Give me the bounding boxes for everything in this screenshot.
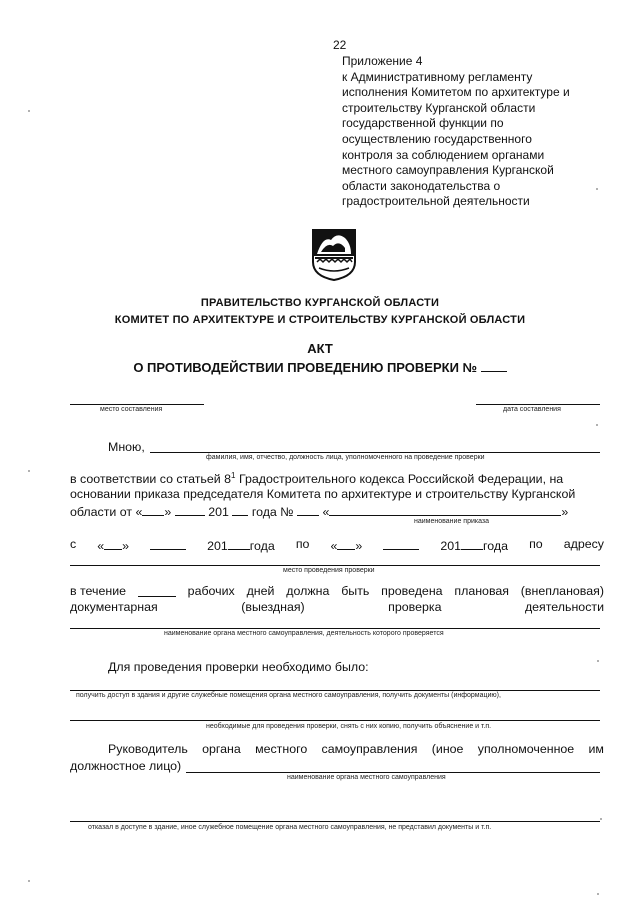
act-number-field[interactable] [481, 359, 507, 372]
head-word: местного [255, 742, 308, 756]
head-word: органа [202, 742, 241, 756]
during-word: быть [341, 584, 370, 598]
to-year-prefix: 201 [440, 539, 462, 553]
head-word: самоуправления [321, 742, 418, 756]
scan-speck [28, 880, 30, 882]
to-day-field[interactable] [337, 537, 355, 550]
doc-word: проверка [388, 600, 442, 614]
necessary-caption: необходимые для проведения проверки, снять с них копию, получить объяснение и т.п. [206, 723, 492, 730]
inspection-place-caption: место проведения проверки [283, 567, 375, 574]
scan-speck [596, 424, 598, 426]
head-word: (иное [431, 742, 464, 756]
from-year-word: года [249, 539, 275, 553]
order-year-field[interactable] [232, 503, 248, 516]
during-word: рабочих [187, 584, 235, 598]
necessary-field[interactable] [70, 720, 600, 721]
official-label: должностное лицо) [70, 759, 182, 773]
scan-speck [600, 818, 602, 820]
appendix-line: строительству Курганской области [342, 100, 536, 115]
to-day-close: » [355, 539, 363, 553]
scan-speck [597, 893, 599, 895]
appendix-title: Приложение 4 [342, 54, 423, 68]
statute-text: в соответствии со статьей 8 [70, 472, 232, 487]
to-month-field[interactable] [383, 537, 419, 550]
appendix-line: государственной функции по [342, 116, 504, 131]
head-word: им [588, 742, 604, 756]
doc-word: документарная [70, 600, 158, 614]
order-number-label: года № [251, 505, 294, 519]
order-day-field[interactable] [142, 503, 164, 516]
from-day-field[interactable] [104, 537, 122, 550]
during-word: плановая [454, 584, 509, 598]
order-month-field[interactable] [175, 503, 205, 516]
scan-speck [28, 470, 30, 472]
statute-rest: Градостроительного кодекса Российской Федерации, на [235, 472, 564, 487]
order-caption: наименование приказа [414, 518, 490, 525]
address-label: адресу [563, 537, 604, 551]
head-line [108, 742, 604, 756]
from-day-open: « [97, 539, 105, 553]
order-number-field[interactable] [297, 503, 319, 516]
act-subtitle-row [0, 359, 640, 375]
act-subtitle: О ПРОТИВОДЕЙСТВИИ ПРОВЕДЕНИЮ ПРОВЕРКИ № [133, 360, 478, 375]
period-from: с [70, 537, 77, 551]
appendix-line: к Административному регламенту [342, 69, 533, 84]
order-name-open: « [322, 505, 330, 519]
period-to: по [295, 537, 310, 551]
during-word: (внеплановая) [520, 584, 604, 598]
during-word: в течение [70, 584, 127, 598]
page-number: 22 [333, 38, 347, 52]
head-word: Руководитель [108, 742, 188, 756]
appendix-line: области законодательства о [342, 178, 501, 193]
during-word: должна [286, 584, 330, 598]
organ-name-field[interactable] [186, 772, 600, 773]
place-caption: место составления [100, 406, 163, 413]
statute-line [70, 471, 563, 486]
during-word: дней [246, 584, 275, 598]
order-name-close: » [561, 505, 569, 519]
doc-line [70, 600, 604, 614]
to-year-word: года [483, 539, 509, 553]
refused-field[interactable] [70, 821, 600, 822]
government-heading: ПРАВИТЕЛЬСТВО КУРГАНСКОЙ ОБЛАСТИ [200, 297, 440, 309]
to-year-field[interactable] [461, 537, 483, 550]
appendix-block [342, 54, 612, 210]
order-name-field[interactable] [329, 503, 561, 516]
inspection-place-field[interactable] [70, 565, 600, 566]
doc-word: (выездная) [241, 600, 305, 614]
committee-heading: КОМИТЕТ ПО АРХИТЕКТУРЕ И СТРОИТЕЛЬСТВУ КУРГАНСКОЙ ОБЛАСТИ [114, 314, 526, 326]
appendix-line: контроля за соблюдением органами [342, 147, 545, 162]
order-details-line [70, 503, 568, 519]
appendix-line: осуществлению государственного [342, 131, 532, 146]
necessary-intro: Для проведения проверки необходимо было: [108, 660, 369, 674]
during-line [70, 584, 604, 598]
during-word: проведена [381, 584, 443, 598]
place-field[interactable] [70, 404, 204, 405]
act-title: АКТ [307, 341, 333, 356]
days-field[interactable] [138, 584, 176, 597]
appendix-line: исполнения Комитетом по архитектуре и [342, 85, 570, 100]
from-year-prefix: 201 [207, 539, 228, 553]
appendix-line: местного самоуправления Курганской [342, 163, 554, 178]
access-caption: получить доступ в здания и другие служебные помещения органа местного самоуправления, получить документы (информацию), [76, 692, 501, 699]
organ-caption: наименование органа местного самоуправления, деятельность которого проверяется [164, 630, 444, 637]
coat-of-arms-emblem [311, 228, 357, 282]
scan-speck [596, 188, 598, 190]
date-field[interactable] [476, 404, 600, 405]
period-line [70, 537, 604, 553]
organ-field[interactable] [70, 628, 600, 629]
order-year-prefix: 201 [208, 505, 229, 519]
refused-caption: отказал в доступе в здание, иное служебное помещение органа местного самоуправления, не представил документы и т.п. [88, 824, 492, 831]
from-month-field[interactable] [150, 537, 186, 550]
head-word: уполномоченное [477, 742, 575, 756]
order-date-open: области от « [70, 505, 143, 519]
organ-name-caption: наименование органа местного самоуправления [287, 774, 446, 781]
appendix-line: градостроительной деятельности [342, 194, 530, 209]
date-caption: дата составления [503, 406, 561, 413]
scan-speck [597, 660, 599, 662]
person-field[interactable] [150, 452, 600, 453]
doc-word: деятельности [524, 600, 604, 614]
scan-speck [28, 110, 30, 112]
address-to: по [529, 537, 543, 551]
order-line: основании приказа председателя Комитета по архитектуре и строительству Курганской [70, 487, 576, 501]
order-date-close: » [164, 505, 172, 519]
from-year-field[interactable] [228, 537, 250, 550]
from-day-close: » [122, 539, 130, 553]
me-label: Мною, [108, 440, 145, 454]
to-day-open: « [330, 539, 338, 553]
access-field[interactable] [70, 690, 600, 691]
statute-sup: 1 [231, 471, 236, 480]
person-caption: фамилия, имя, отчество, должность лица, уполномоченного на проведение проверки [206, 454, 485, 461]
